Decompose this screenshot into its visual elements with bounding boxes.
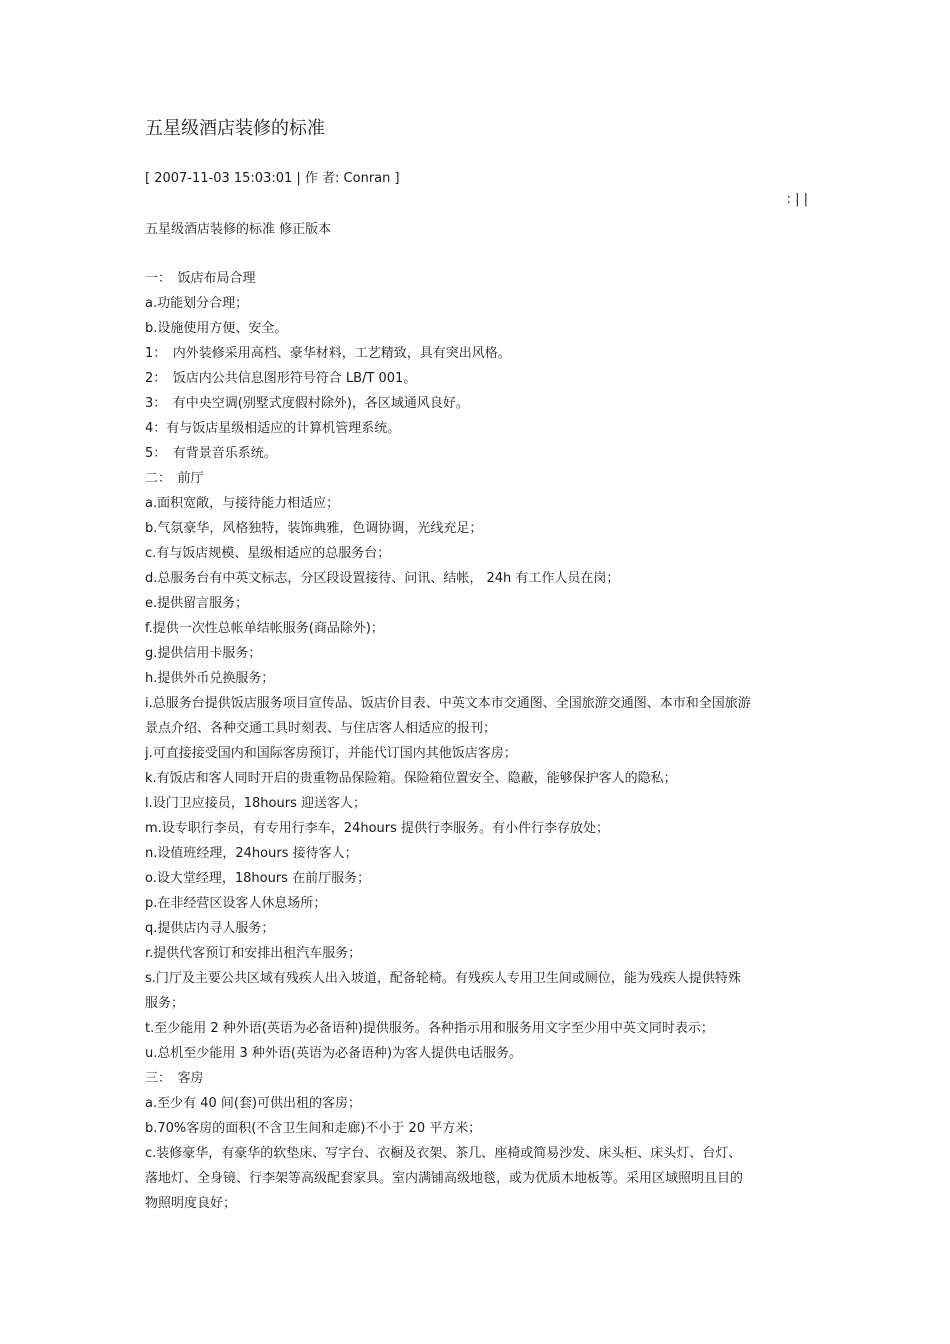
text-line: 一： 饭店布局合理 xyxy=(145,271,256,286)
text-line: k.有饭店和客人同时开启的贵重物品保险箱。保险箱位置安全、隐蔽，能够保护客人的隐私； xyxy=(145,771,677,786)
text-line: a.面积宽敞，与接待能力相适应； xyxy=(145,496,340,511)
document-subtitle: 五星级酒店装修的标准 修正版本 xyxy=(145,222,332,237)
text-line: 3： 有中央空调(别墅式度假村除外)，各区域通风良好。 xyxy=(145,396,469,411)
text-line: c.有与饭店规模、星级相适应的总服务台； xyxy=(145,546,391,561)
text-line: d.总服务台有中英文标志，分区段设置接待、问讯、结帐， 24h 有工作人员在岗； xyxy=(145,571,620,586)
text-line: b.设施使用方便、安全。 xyxy=(145,321,288,336)
text-line: u.总机至少能用 3 种外语(英语为必备语种)为客人提供电话服务。 xyxy=(145,1046,523,1061)
text-line: a.功能划分合理； xyxy=(145,296,249,311)
document-title: 五星级酒店装修的标准 xyxy=(145,118,325,139)
text-line: a.至少有 40 间(套)可供出租的客房； xyxy=(145,1096,362,1111)
text-line: p.在非经营区设客人休息场所； xyxy=(145,896,327,911)
text-line: s.门厅及主要公共区域有残疾人出入坡道，配备轮椅。有残疾人专用卫生间或厕位，能为残疾人提供特殊 xyxy=(145,971,741,986)
text-line: m.设专职行李员，有专用行李车，24hours 提供行李服务。有小件行李存放处； xyxy=(145,821,610,836)
text-line: e.提供留言服务； xyxy=(145,596,249,611)
post-meta: [ 2007-11-03 15:03:01 | 作 者: Conran ] xyxy=(145,171,400,186)
text-line: 2： 饭店内公共信息图形符号符合 LB/T 001。 xyxy=(145,371,417,386)
text-line: o.设大堂经理，18hours 在前厅服务； xyxy=(145,871,371,886)
text-line: 三： 客房 xyxy=(145,1071,204,1086)
text-line: 1： 内外装修采用高档、豪华材料，工艺精致，具有突出风格。 xyxy=(145,346,511,361)
text-line: h.提供外币兑换服务； xyxy=(145,671,275,686)
text-line: q.提供店内寻人服务； xyxy=(145,921,275,936)
text-line: 5： 有背景音乐系统。 xyxy=(145,446,277,461)
text-line: b.70%客房的面积(不含卫生间和走廊)不小于 20 平方米； xyxy=(145,1121,482,1136)
text-line: g.提供信用卡服务； xyxy=(145,646,262,661)
text-line: r.提供代客预订和安排出租汽车服务； xyxy=(145,946,362,961)
text-line: j.可直接接受国内和国际客房预订，并能代订国内其他饭店客房； xyxy=(145,746,517,761)
text-line: i.总服务台提供饭店服务项目宣传品、饭店价目表、中英文本市交通图、全国旅游交通图、本市和全国旅游 xyxy=(145,696,751,711)
text-line: c.装修豪华，有豪华的软垫床、写字台、衣橱及衣架、茶几、座椅或简易沙发、床头柜、床头灯、台灯、 xyxy=(145,1146,742,1161)
text-line: f.提供一次性总帐单结帐服务(商品除外)； xyxy=(145,621,384,636)
text-line: n.设值班经理，24hours 接待客人； xyxy=(145,846,358,861)
text-line: t.至少能用 2 种外语(英语为必备语种)提供服务。各种指示用和服务用文字至少用中英文同时表示； xyxy=(145,1021,714,1036)
text-line: 二： 前厅 xyxy=(145,471,204,486)
text-line: 落地灯、全身镜、行李架等高级配套家具。室内满铺高级地毯，或为优质木地板等。采用区域照明且目的 xyxy=(145,1171,744,1186)
text-line: 景点介绍、各种交通工具时刻表、与住店客人相适应的报刊； xyxy=(145,721,497,736)
text-line: l.设门卫应接员，18hours 迎送客人； xyxy=(145,796,366,811)
text-line: 4：有与饭店星级相适应的计算机管理系统。 xyxy=(145,421,401,436)
text-line: 物照明度良好； xyxy=(145,1196,237,1211)
text-line: 服务； xyxy=(145,996,185,1011)
post-tools: : | | xyxy=(786,192,808,207)
document-body xyxy=(145,266,810,1216)
text-line: b.气氛豪华，风格独特，装饰典雅，色调协调，光线充足； xyxy=(145,521,483,536)
